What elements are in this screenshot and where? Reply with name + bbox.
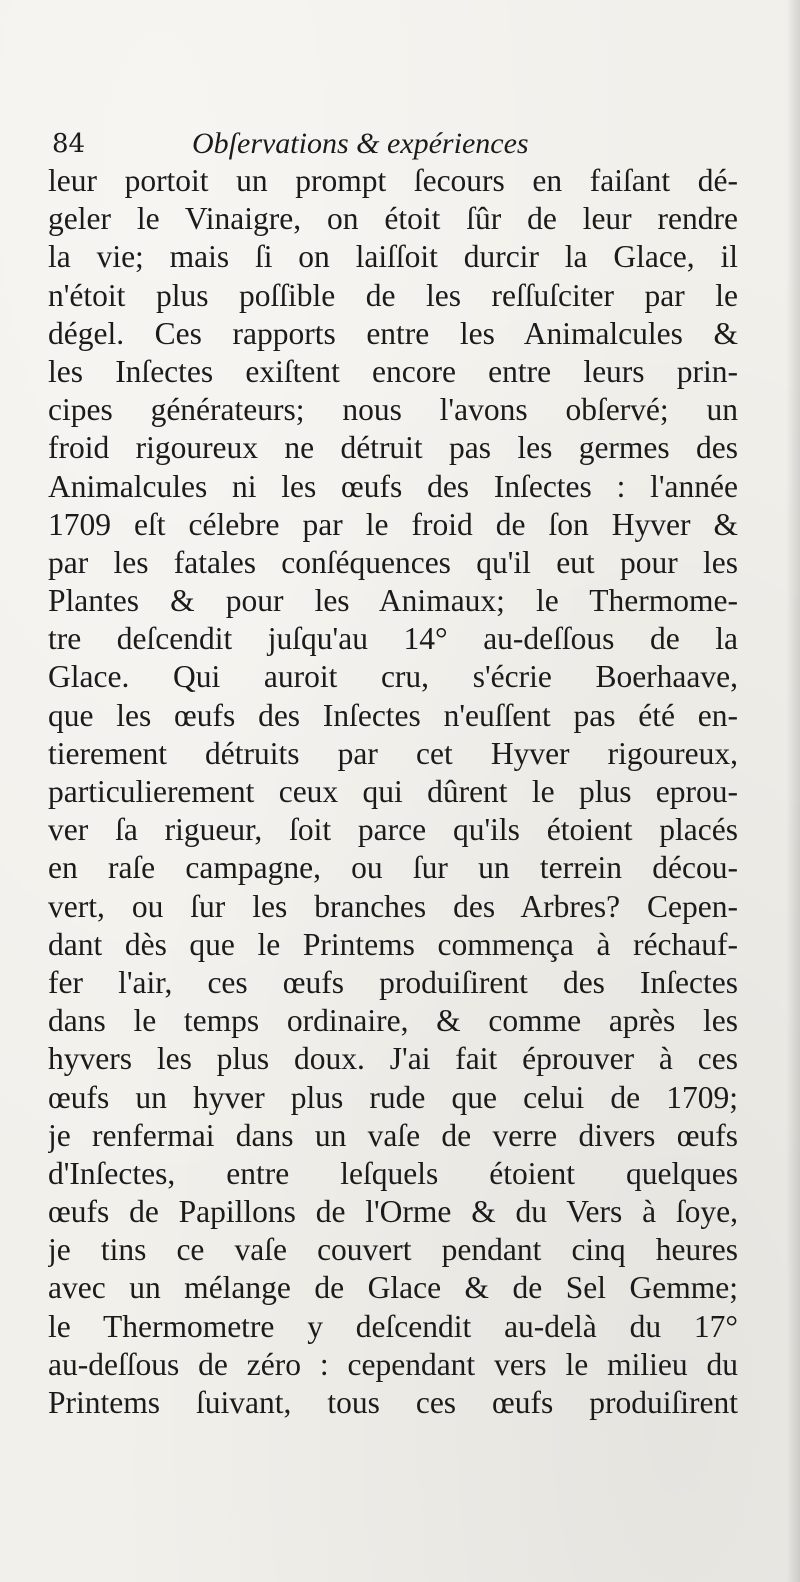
text-line: n'étoit plus poſſible de les reſſuſciter par le	[48, 277, 738, 313]
text-line: d'Inſectes, entre leſquels étoient quelques	[48, 1155, 738, 1191]
text-line: Printems ſuivant, tous ces œufs produiſirent	[48, 1385, 738, 1420]
text-line: tierement détruits par cet Hyver rigoureux,	[48, 735, 738, 771]
text-line: cipes générateurs; nous l'avons obſervé; un	[48, 392, 738, 428]
text-line: tre deſcendit juſqu'au 14° au-deſſous de la	[48, 621, 738, 657]
text-line: 1709 eſt célebre par le froid de ſon Hyver &	[48, 506, 738, 542]
running-title: Obſervations & expériences	[192, 127, 529, 160]
text-line: Plantes & pour les Animaux; le Thermome-	[48, 583, 738, 619]
text-line: dégel. Ces rapports entre les Animalcules &	[48, 315, 738, 351]
text-line: je renfermai dans un vaſe de verre divers œufs	[48, 1117, 738, 1153]
text-line: que les œufs des Inſectes n'euſſent pas été en-	[48, 697, 738, 733]
text-line: œufs de Papillons de l'Orme & du Vers à ſoye,	[48, 1194, 738, 1230]
text-line: les Inſectes exiſtent encore entre leurs prin-	[48, 353, 738, 389]
text-line: froid rigoureux ne détruit pas les germes des	[48, 430, 738, 466]
body-text	[48, 162, 738, 1422]
text-line: au-deſſous de zéro : cependant vers le milieu du	[48, 1346, 738, 1382]
text-line: ver ſa rigueur, ſoit parce qu'ils étoient placés	[48, 812, 738, 848]
text-line: vert, ou ſur les branches des Arbres? Cepen-	[48, 888, 738, 924]
page-number: 84	[52, 129, 86, 159]
text-line: particulierement ceux qui dûrent le plus eprou-	[48, 774, 738, 809]
text-line: je tins ce vaſe couvert pendant cinq heures	[48, 1232, 738, 1268]
text-line: dant dès que le Printems commença à réchauf-	[48, 926, 738, 962]
text-line: leur portoit un prompt ſecours en faiſant dé-	[48, 163, 738, 198]
text-line: Glace. Qui auroit cru, s'écrie Boerhaave,	[48, 659, 738, 695]
page-header	[52, 124, 742, 164]
text-line: fer l'air, ces œufs produiſirent des Inſectes	[48, 964, 738, 1000]
text-line: le Thermometre y deſcendit au-delà du 17°	[48, 1308, 738, 1344]
text-line: hyvers les plus doux. J'ai fait éprouver à ces	[48, 1041, 738, 1077]
text-line: en raſe campagne, ou ſur un terrein décou-	[48, 850, 738, 886]
text-line: avec un mélange de Glace & de Sel Gemme;	[48, 1270, 738, 1306]
text-line: dans le temps ordinaire, & comme après les	[48, 1003, 738, 1039]
page-edge-shadow	[786, 0, 800, 1582]
text-line: œufs un hyver plus rude que celui de 1709;	[48, 1079, 738, 1115]
text-line: geler le Vinaigre, on étoit ſûr de leur rendre	[48, 201, 738, 237]
text-line: Animalcules ni les œufs des Inſectes : l'année	[48, 468, 738, 504]
text-line: par les fatales conſéquences qu'il eut pour les	[48, 544, 738, 580]
text-line: la vie; mais ſi on laiſſoit durcir la Glace, il	[48, 239, 738, 275]
